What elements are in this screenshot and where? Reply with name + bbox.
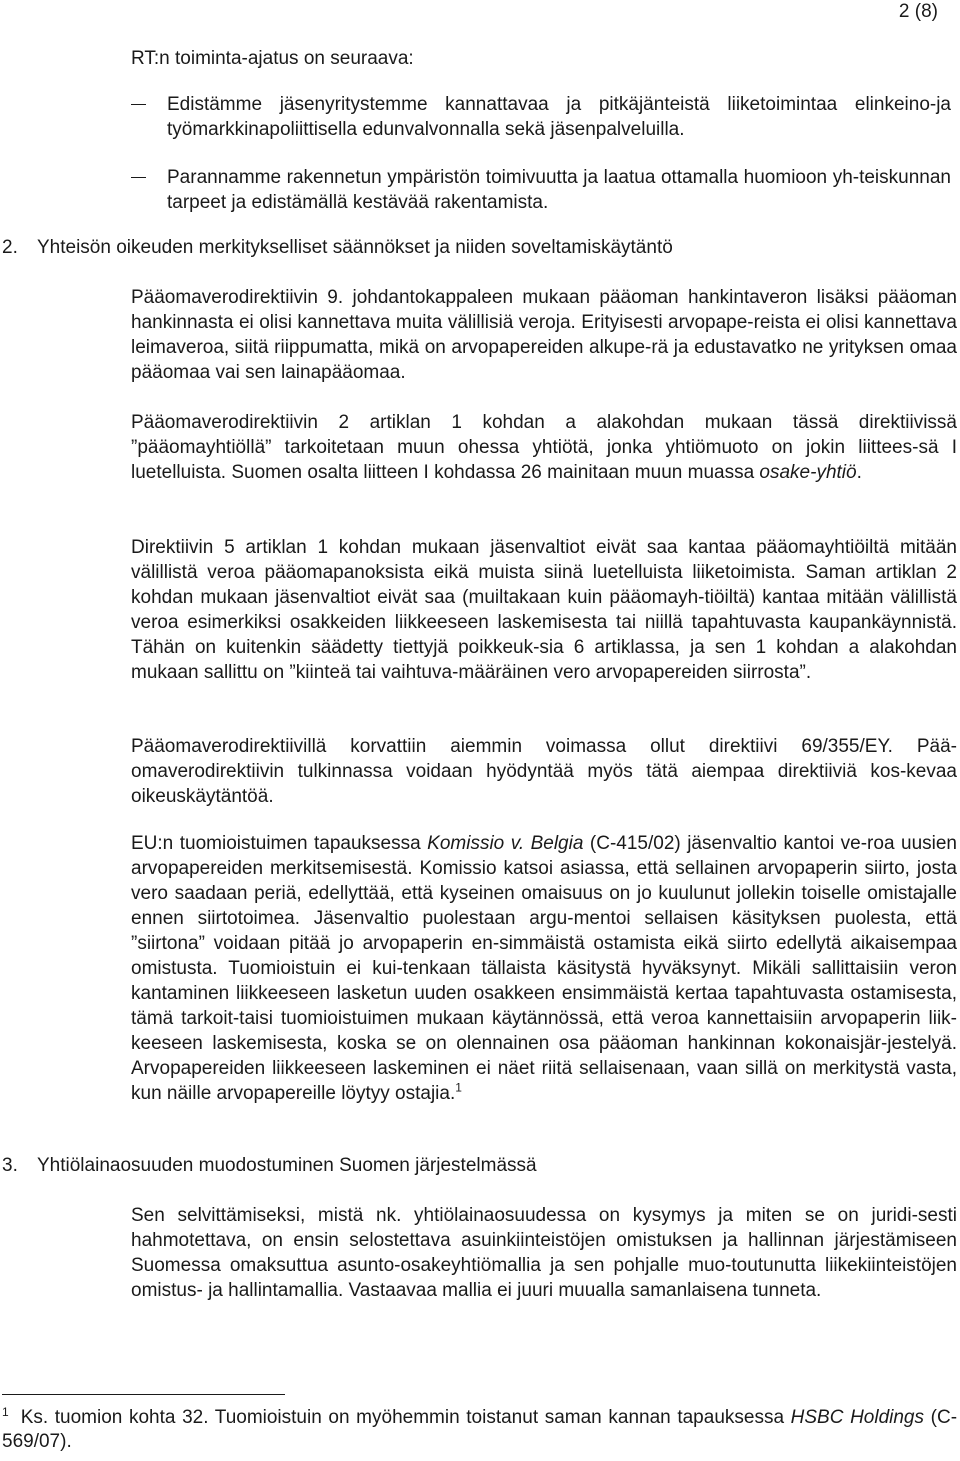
- footnote-text: Ks. tuomion kohta 32. Tuomioistuin on myöhemmin toistanut saman kannan tapauksessa: [20, 1407, 791, 1428]
- section-paragraph: [131, 734, 957, 809]
- paragraph-text: EU:n tuomioistuimen tapauksessa: [131, 833, 428, 854]
- list-item: [131, 165, 951, 215]
- dash-bullet-icon: [131, 104, 146, 105]
- intro-text: RT:n toiminta-ajatus on seuraava:: [131, 48, 414, 69]
- section-number: 2.: [2, 237, 18, 258]
- section-paragraph: [131, 535, 957, 685]
- italic-term: osake-yhtiö: [759, 462, 857, 483]
- footnote-mark: 1: [2, 1404, 9, 1419]
- paragraph: Pääomaverodirektiivin 9. johdantokappaleen mukaan pääoman hankintaveron lisäksi pääoman hankinnasta ei olisi kannettava muita välillisiä veroja. Erityisesti arvopape-reista ei olisi kannettava leimaveroa, siitä riippumatta, mikä on arvopapereiden alkupe-rä ja edustavatko ne yrityksen omaa pääomaa vai sen lainapääomaa.: [131, 287, 957, 383]
- paragraph-text: (C-415/02) jäsenvaltio kantoi ve-roa uusien arvopapereiden merkitsemisestä. Komissio katsoi asiassa, että sellainen arvopaperin siirto, josta vero saadaan periä, edellyttää, että kyseinen omaisuus on jo kuulunut jollekin toiselle omistajalle ennen siirtotoimea. Jäsenvaltio puolestaan argu-mentoi sellaisen käsityksen puolesta, että ”siirtona” voidaan pitää jo arvopaperin en-simmäistä ostamista eikä siirto edellytä aikaisempaa omistusta. Tuomioistuin ei kui-tenkaan tällaista käsitystä hyväksynyt. Mikäli sallittaisiin veron kantaminen liikkeeseen lasketun uuden osakkeen ensimmäistä kertaa tapahtuvasta ostamisesta, tämä tarkoit-taisi tuomioistuimen mukaan käytännössä, että veroa kannettaisiin arvopaperin liik-keeseen laskemisesta, koska se on olennainen osa pääoman hankinnan kokonaisjär-jestelyä. Arvopapereiden liikkeeseen laskeminen ei näet riitä sellaisenaan, vaan sillä on merkitystä vasta, kun näille arvopapereille löytyy ostajia.: [131, 833, 958, 1104]
- bullet-text: Parannamme rakennetun ympäristön toimivuutta ja laatua ottamalla huomioon yh-teiskunnan tarpeet ja edistämällä kestävää rakentamista.: [167, 167, 951, 213]
- section-title: Yhteisön oikeuden merkitykselliset säännökset ja niiden soveltamiskäytäntö: [37, 237, 673, 258]
- section-heading: [2, 1153, 537, 1179]
- italic-case-name: HSBC Holdings: [790, 1407, 925, 1428]
- paragraph: Sen selvittämiseksi, mistä nk. yhtiölainaosuudessa on kysymys ja miten se on juridi-sesti hahmotettava, on ensin selostettava asuinkiinteistöjen omistuksen ja hallinnan järjestämiseen Suomessa omaksuttua asunto-osakeyhtiömallia ja sen pohjalle muo-toutunutta liikekiinteistöjen omistus- ja hallintamallia. Vastaavaa mallia ei juuri muualla samanlaisena tunneta.: [131, 1205, 957, 1301]
- list-item: [131, 92, 951, 142]
- paragraph-text: .: [856, 462, 862, 483]
- bullet-text: Edistämme jäsenyritystemme kannattavaa ja pitkäjänteistä liiketoimintaa elinkeino-ja työmarkkinapoliittisella edunvalvonnalla sekä jäsenpalveluilla.: [167, 94, 951, 140]
- section-heading: [2, 235, 673, 261]
- section-paragraph: [131, 831, 957, 1106]
- paragraph: [131, 410, 957, 485]
- italic-case-name: Komissio v. Belgia: [427, 833, 584, 854]
- section-number: 3.: [2, 1155, 18, 1176]
- footnote-reference[interactable]: 1: [455, 1080, 462, 1095]
- footnote: [2, 1406, 957, 1454]
- section-title: Yhtiölainaosuuden muodostuminen Suomen järjestelmässä: [37, 1155, 537, 1176]
- footnote-text: (C-569/07).: [2, 1407, 958, 1452]
- dash-bullet-icon: [131, 177, 146, 178]
- section-paragraph: [131, 285, 957, 385]
- paragraph: Direktiivin 5 artiklan 1 kohdan mukaan jäsenvaltiot eivät saa kantaa pääomayhtiöiltä mitään välillistä veroa pääomapanoksista eikä muista siinä luetelluista liiketoimista. Saman artiklan 2 kohdan mukaan jäsenvaltiot eivät saa (muiltakaan kuin pääomayh-tiöiltä) kantaa mitään välillistä veroa esimerkiksi osakkeiden liikkeeseen laskemisesta tai niillä tapahtuvasta kaupankäynnistä. Tähän on kuitenkin säädetty tiettyjä poikkeuk-sia 6 artiklassa, ja sen 1 kohdan a alakohdan mukaan sallittu on ”kiinteä tai vaihtuva-määräinen vero arvopapereiden siirrosta”.: [131, 537, 957, 683]
- paragraph: Pääomaverodirektiivillä korvattiin aiemmin voimassa ollut direktiivi 69/355/EY. Pää-omaverodirektiivin tulkinnassa voidaan hyödyntää myös tätä aiempaa direktiiviä kos-kevaa oikeuskäytäntöä.: [131, 736, 957, 807]
- section-paragraph: [131, 1203, 957, 1303]
- bullet-list: [131, 92, 951, 238]
- footnote-divider: [2, 1394, 285, 1395]
- page-number: 2 (8): [898, 1, 938, 22]
- section-paragraph: [131, 410, 957, 485]
- paragraph-text: Pääomaverodirektiivin 2 artiklan 1 kohdan a alakohdan mukaan tässä direktiivissä ”pääomayhtiöllä” tarkoitetaan muun ohessa yhtiötä, jonka yhtiömuoto on jokin liittees-sä I luetelluista. Suomen osalta liitteen I kohdassa 26 mainitaan muun muassa: [131, 412, 957, 483]
- paragraph: [131, 831, 957, 1106]
